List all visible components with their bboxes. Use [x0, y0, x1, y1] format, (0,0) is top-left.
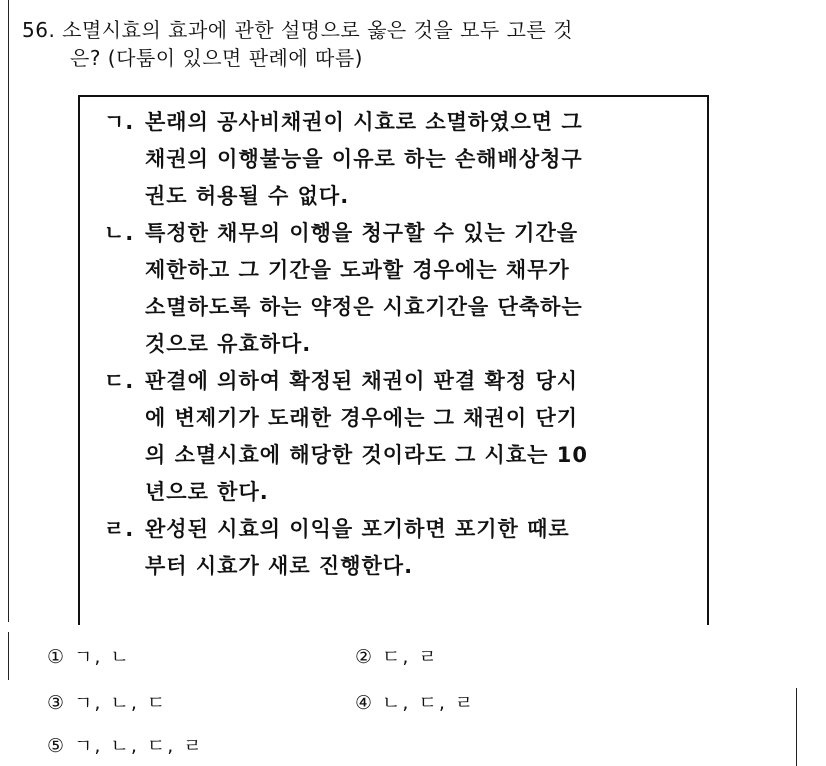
- question-text: 소멸시효의 효과에 관한 설명으로 옳은 것을 모두 고른 것: [62, 18, 573, 42]
- question-line-2: 은? (다툼이 있으면 판례에 따름): [70, 46, 363, 70]
- statement-line: 본래의 공사비채권이 시효로 소멸하였으면 그: [145, 110, 583, 134]
- statement-line: 판결에 의하여 확정된 채권이 판결 확정 당시: [145, 369, 579, 393]
- option-text: ㄷ, ㄹ: [382, 646, 439, 668]
- answer-option-2[interactable]: [355, 642, 439, 669]
- option-text: ㄴ, ㄷ, ㄹ: [382, 692, 476, 714]
- statements-box: [78, 95, 709, 625]
- statement-line: 부터 시효가 새로 진행한다.: [145, 554, 414, 578]
- option-number: ①: [47, 646, 67, 668]
- option-text: ㄱ, ㄴ, ㄷ, ㄹ: [74, 735, 204, 757]
- statement-line: 년으로 한다.: [145, 480, 269, 504]
- statement-marker: ㄴ.: [104, 221, 135, 245]
- page-border-left: [8, 0, 9, 622]
- statement-line: 완성된 시효의 이익을 포기하면 포기한 때로: [145, 517, 570, 541]
- statement-line: 것으로 유효하다.: [145, 332, 312, 356]
- statement-marker: ㄱ.: [104, 110, 135, 134]
- answer-option-3[interactable]: [47, 688, 167, 715]
- answer-option-5[interactable]: [47, 731, 204, 758]
- statement-line: 특정한 채무의 이행을 청구할 수 있는 기간을: [145, 221, 579, 245]
- question-line-1: [22, 16, 573, 44]
- statement-line: 제한하고 그 기간을 도과할 경우에는 채무가: [145, 258, 570, 282]
- statement-line: 권도 허용될 수 없다.: [145, 184, 350, 208]
- option-number: ③: [47, 692, 67, 714]
- option-text: ㄱ, ㄴ, ㄷ: [74, 692, 168, 714]
- page-border-right-segment: [796, 688, 797, 766]
- statement-marker: ㄷ.: [104, 369, 135, 393]
- answer-option-1[interactable]: [47, 642, 131, 669]
- statement-line: 채권의 이행불능을 이유로 하는 손해배상청구: [145, 147, 583, 171]
- statement-marker: ㄹ.: [104, 517, 135, 541]
- option-text: ㄱ, ㄴ: [74, 646, 131, 668]
- question-number: 56.: [22, 18, 56, 42]
- page-border-left-segment: [8, 632, 9, 680]
- statement-line: 소멸하도록 하는 약정은 시효기간을 단축하는: [145, 295, 583, 319]
- answer-option-4[interactable]: [355, 688, 475, 715]
- option-number: ⑤: [47, 735, 67, 757]
- option-number: ②: [355, 646, 375, 668]
- statement-line: 의 소멸시효에 해당한 것이라도 그 시효는 10: [145, 443, 588, 467]
- option-number: ④: [355, 692, 375, 714]
- statement-line: 에 변제기가 도래한 경우에는 그 채권이 단기: [145, 406, 579, 430]
